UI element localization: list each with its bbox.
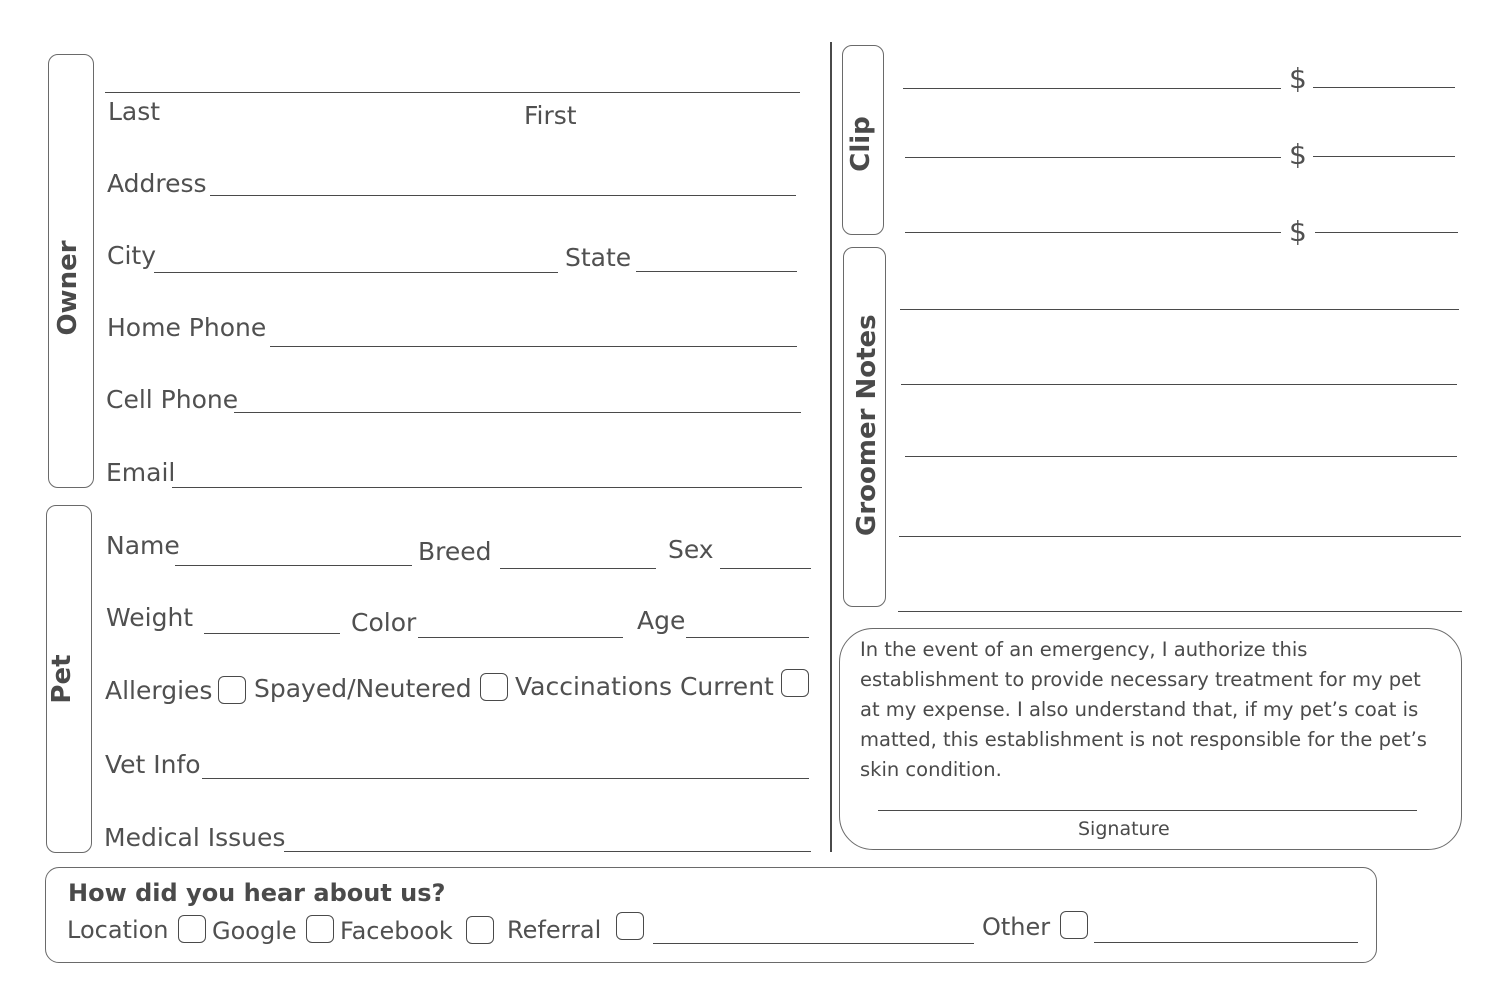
- last-name-label: Last: [108, 97, 161, 126]
- vaccinations-current-checkbox[interactable]: [781, 669, 809, 697]
- referral-option-google-label: Google: [212, 917, 297, 945]
- color-label: Color: [351, 608, 417, 637]
- referral-option-facebook-label: Facebook: [340, 917, 453, 945]
- referral-option-location-checkbox[interactable]: [178, 915, 206, 943]
- clip-dollar-2: $: [1289, 138, 1307, 171]
- clip-dollar-1: $: [1289, 62, 1307, 95]
- clip-line-1[interactable]: [903, 88, 1281, 89]
- referral-option-referral-checkbox[interactable]: [616, 912, 644, 940]
- clip-line-2[interactable]: [905, 157, 1281, 158]
- referral-name-field[interactable]: [653, 943, 974, 944]
- vet-info-label: Vet Info: [105, 750, 201, 779]
- vaccinations-current-label: Vaccinations Current: [515, 672, 774, 701]
- referral-question: How did you hear about us?: [68, 879, 446, 907]
- medical-issues-field[interactable]: [284, 851, 811, 852]
- weight-field[interactable]: [204, 633, 340, 634]
- groomer-notes-line-2[interactable]: [901, 384, 1457, 385]
- age-label: Age: [637, 606, 686, 635]
- age-field[interactable]: [686, 637, 809, 638]
- city-field[interactable]: [154, 272, 558, 273]
- cell-phone-field[interactable]: [234, 412, 801, 413]
- breed-label: Breed: [418, 537, 492, 566]
- allergies-checkbox[interactable]: [218, 676, 246, 704]
- groomer-notes-line-1[interactable]: [900, 309, 1459, 310]
- email-label: Email: [106, 458, 176, 487]
- referral-option-facebook-checkbox[interactable]: [466, 916, 494, 944]
- clip-section-label: Clip: [846, 116, 876, 172]
- first-name-label: First: [524, 101, 577, 130]
- pet-section-label: Pet: [47, 654, 77, 704]
- spayed-neutered-label: Spayed/Neutered: [254, 674, 472, 703]
- clip-dollar-3: $: [1289, 215, 1307, 248]
- owner-name-line[interactable]: [105, 92, 800, 93]
- color-field[interactable]: [418, 637, 623, 638]
- medical-issues-label: Medical Issues: [104, 823, 286, 852]
- clip-price-2[interactable]: [1313, 156, 1455, 157]
- referral-option-location-label: Location: [67, 916, 169, 944]
- allergies-label: Allergies: [105, 676, 213, 705]
- groomer-notes-line-5[interactable]: [898, 611, 1462, 612]
- sex-label: Sex: [668, 535, 714, 564]
- groomer-notes-section-label: Groomer Notes: [852, 314, 882, 536]
- signature-field[interactable]: [878, 810, 1417, 811]
- pet-name-label: Name: [106, 531, 180, 560]
- state-label: State: [565, 243, 632, 272]
- referral-option-other-label: Other: [982, 913, 1051, 941]
- clip-line-3[interactable]: [905, 232, 1281, 233]
- state-field[interactable]: [636, 271, 797, 272]
- referral-option-referral-label: Referral: [507, 916, 602, 944]
- cell-phone-label: Cell Phone: [106, 385, 239, 414]
- referral-option-google-checkbox[interactable]: [306, 915, 334, 943]
- signature-label: Signature: [1078, 818, 1170, 840]
- groomer-notes-line-3[interactable]: [905, 456, 1457, 457]
- home-phone-field[interactable]: [270, 346, 797, 347]
- spayed-neutered-checkbox[interactable]: [480, 673, 508, 701]
- breed-field[interactable]: [500, 568, 656, 569]
- owner-section-label: Owner: [53, 240, 83, 336]
- emergency-authorization-text: In the event of an emergency, I authorize this establishment to provide necessary treatment for my pet at my expense. I also understand that, if my pet’s coat is matted, this establishment is not responsible for the pet’s skin condition.: [860, 638, 1427, 781]
- address-field[interactable]: [210, 195, 796, 196]
- referral-other-field[interactable]: [1094, 942, 1358, 943]
- home-phone-label: Home Phone: [107, 313, 267, 342]
- email-field[interactable]: [172, 487, 802, 488]
- clip-price-3[interactable]: [1315, 232, 1458, 233]
- groomer-notes-line-4[interactable]: [899, 536, 1461, 537]
- sex-field[interactable]: [720, 568, 811, 569]
- vet-info-field[interactable]: [202, 778, 809, 779]
- referral-option-other-checkbox[interactable]: [1060, 911, 1088, 939]
- address-label: Address: [107, 169, 207, 198]
- pet-name-field[interactable]: [175, 565, 412, 566]
- weight-label: Weight: [106, 603, 194, 632]
- city-label: City: [107, 241, 156, 270]
- column-divider: [830, 42, 832, 852]
- clip-price-1[interactable]: [1313, 87, 1455, 88]
